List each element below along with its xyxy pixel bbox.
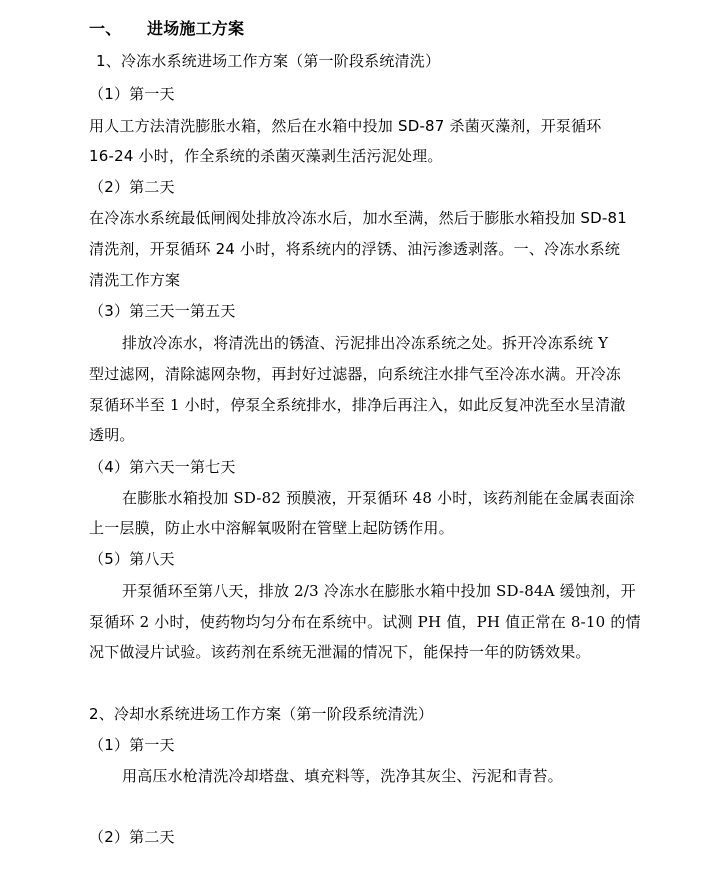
section1-day6to7-line2: 上一层膜，防止水中溶解氧吸附在管壁上起防锈作用。 (89, 519, 454, 537)
section2-day1-label: （1）第一天 (89, 736, 175, 754)
section1-day8-line3: 况下做浸片试验。该药剂在系统无泄漏的情况下，能保持一年的防锈效果。 (89, 643, 591, 661)
section1-day8-line1: 开泵循环至第八天，排放 2/3 冷冻水在膨胀水箱中投加 SD-84A 缓蚀剂，开 (122, 582, 636, 600)
heading-number: 一、 (89, 19, 122, 38)
section1-day3to5-line2: 型过滤网，清除滤网杂物，再封好过滤器，向系统注水排气至冷冻水满。开冷冻 (89, 365, 622, 383)
section1-day1-line1: 用人工方法清洗膨胀水箱，然后在水箱中投加 SD-87 杀菌灭藻剂，开泵循环 (89, 117, 602, 135)
section1-day8-line2: 泵循环 2 小时，使药物均匀分布在系统中。试测 PH 值，PH 值正常在 8-10 的情 (89, 613, 641, 631)
section1-day3to5-line4: 透明。 (89, 426, 135, 444)
section1-day1-label: （1）第一天 (89, 85, 175, 103)
section1-day8-label: （5）第八天 (89, 550, 175, 568)
section1-day3to5-line1: 排放冷冻水，将清洗出的锈渣、污泥排出冷冻系统之处。拆开冷冻系统 Y (122, 334, 609, 352)
section1-day1-line2: 16-24 小时，作全系统的杀菌灭藻剥生活污泥处理。 (89, 147, 443, 165)
section1-day3to5-line3: 泵循环半至 1 小时，停泵全系统排水，排净后再注入，如此反复冲洗至水呈清澈 (89, 396, 626, 414)
heading-title: 进场施工方案 (147, 19, 245, 38)
section1-day2-line3: 清洗工作方案 (89, 271, 181, 289)
section1-day2-line2: 清洗剂，开泵循环 24 小时，将系统内的浮锈、油污渗透剥落。一、冷冻水系统 (89, 240, 621, 258)
section1-day3to5-label: （3）第三天一第五天 (89, 302, 236, 320)
section1-day2-line1: 在冷冻水系统最低闸阀处排放冷冻水后，加水至满，然后于膨胀水箱投加 SD-81 (89, 209, 627, 227)
section2-day2-label: （2）第二天 (89, 828, 175, 846)
section2-day1-line1: 用高压水枪清洗冷却塔盘、填充料等，洗净其灰尘、污泥和青苔。 (122, 767, 563, 785)
section1-day6to7-label: （4）第六天一第七天 (89, 458, 236, 476)
section2-title: 2、冷却水系统进场工作方案（第一阶段系统清洗） (89, 705, 434, 723)
main-heading (89, 19, 689, 39)
section1-day6to7-line1: 在膨胀水箱投加 SD-82 预膜液，开泵循环 48 小时，该药剂能在金属表面涂 (122, 489, 635, 507)
section1-day2-label: （2）第二天 (89, 178, 175, 196)
section1-title: 1、冷冻水系统进场工作方案（第一阶段系统清洗） (96, 52, 441, 70)
